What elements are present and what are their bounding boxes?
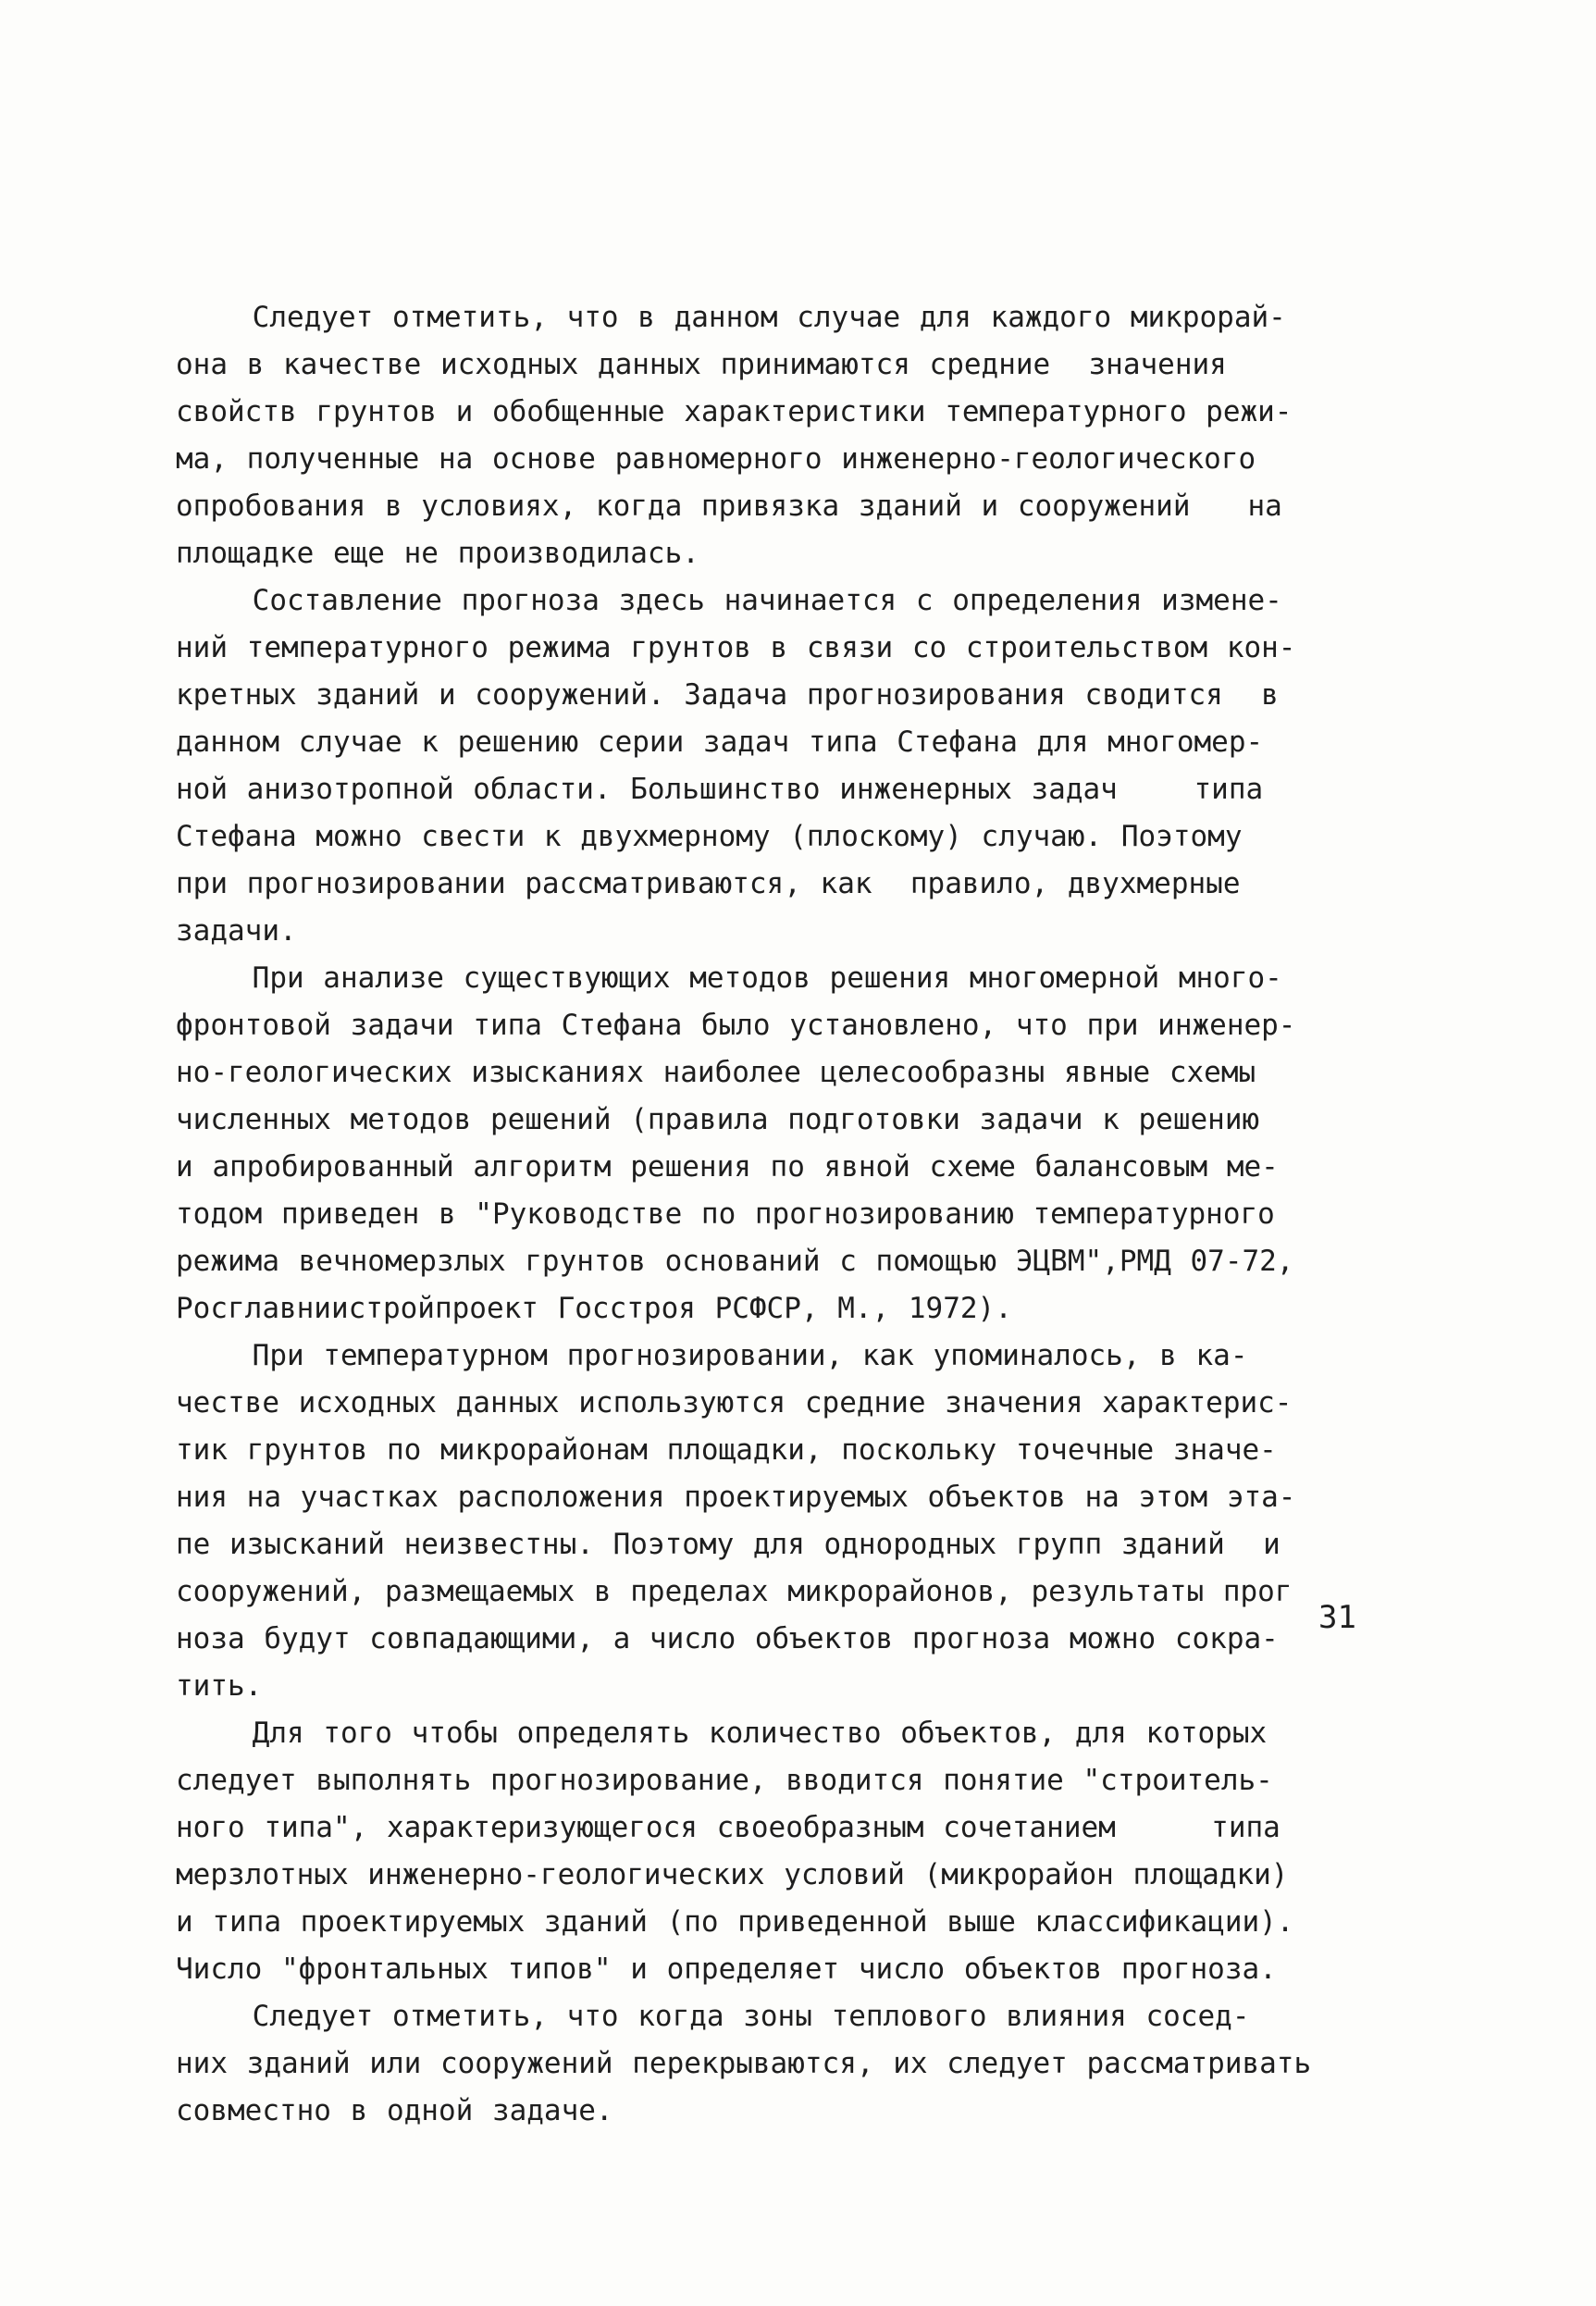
text-line: площадке еще не производилась.: [176, 537, 699, 570]
text-line: фронтовой задачи типа Стефана было установлено, что при инженер-: [176, 1009, 1296, 1042]
text-line: мерзлотных инженерно-геологических условий (микрорайон площадки): [176, 1858, 1289, 1891]
text-line: сооружений, размещаемых в пределах микрорайонов, результаты прог: [176, 1575, 1293, 1608]
text-line: но-геологических изысканиях наиболее целесообразны явные схемы: [176, 1056, 1256, 1089]
text-line: Составление прогноза здесь начинается с определения измене-: [176, 584, 1282, 617]
text-line: и апробированный алгоритм решения по явной схеме балансовым ме-: [176, 1150, 1279, 1184]
text-line: них зданий или сооружений перекрываются, их следует рассматривать: [176, 2047, 1312, 2080]
text-line: и типа проектируемых зданий (по приведенной выше классификации).: [176, 1905, 1294, 1939]
text-line: ной анизотропной области. Большинство инженерных задач типа: [176, 773, 1264, 806]
text-line: ного типа", характеризующегося своеобразным сочетанием типа: [176, 1811, 1281, 1844]
text-line: ний температурного режима грунтов в связи со строительством кон-: [176, 631, 1296, 664]
text-line: ноза будут совпадающими, а число объектов прогноза можно сокра-: [176, 1622, 1279, 1655]
text-line: следует выполнять прогнозирование, вводится понятие "строитель-: [176, 1764, 1273, 1797]
text-line: тить.: [176, 1669, 263, 1703]
text-line: Число "фронтальных типов" и определяет число объектов прогноза.: [176, 1953, 1277, 1986]
text-line: численных методов решений (правила подготовки задачи к решению: [176, 1103, 1260, 1136]
text-line: Следует отметить, что когда зоны теплового влияния сосед-: [176, 2000, 1250, 2033]
text-line: совместно в одной задаче.: [176, 2094, 613, 2127]
text-line: данном случае к решению серии задач типа Стефана для многомер-: [176, 725, 1264, 759]
text-line: Для того чтобы определять количество объектов, для которых: [176, 1717, 1268, 1750]
text-line: при прогнозировании рассматриваются, как правило, двухмерные: [176, 867, 1241, 900]
text-line: тик грунтов по микрорайонам площадки, поскольку точечные значе-: [176, 1433, 1277, 1467]
text-line: ния на участках расположения проектируемых объектов на этом эта-: [176, 1481, 1296, 1514]
text-line: режима вечномерзлых грунтов оснований с помощью ЭЦВМ",РМД 07-72,: [176, 1245, 1294, 1278]
page-number: 31: [1318, 1599, 1356, 1636]
text-line: пе изысканий неизвестны. Поэтому для однородных групп зданий и: [176, 1528, 1281, 1561]
text-line: она в качестве исходных данных принимаются средние значения: [176, 348, 1227, 381]
text-line: задачи.: [176, 914, 297, 948]
text-line: При температурном прогнозировании, как упоминалось, в ка-: [176, 1339, 1248, 1372]
text-line: кретных зданий и сооружений. Задача прогнозирования сводится в: [176, 678, 1279, 712]
body-text: [176, 294, 1379, 2135]
text-line: Росглавниистройпроект Госстроя РСФСР, М., 1972).: [176, 1292, 1012, 1325]
text-line: ма, полученные на основе равномерного инженерно-геологического: [176, 442, 1256, 476]
text-line: тодом приведен в "Руководстве по прогнозированию температурного: [176, 1197, 1275, 1231]
text-line: честве исходных данных используются средние значения характерис-: [176, 1386, 1293, 1420]
text-line: свойств грунтов и обобщенные характеристики температурного режи-: [176, 395, 1293, 428]
text-line: опробования в условиях, когда привязка зданий и сооружений на: [176, 490, 1282, 523]
text-line: Следует отметить, что в данном случае для каждого микрорай-: [176, 301, 1286, 334]
text-line: Стефана можно свести к двухмерному (плоскому) случаю. Поэтому: [176, 820, 1243, 853]
text-line: При анализе существующих методов решения многомерной много-: [176, 961, 1282, 995]
